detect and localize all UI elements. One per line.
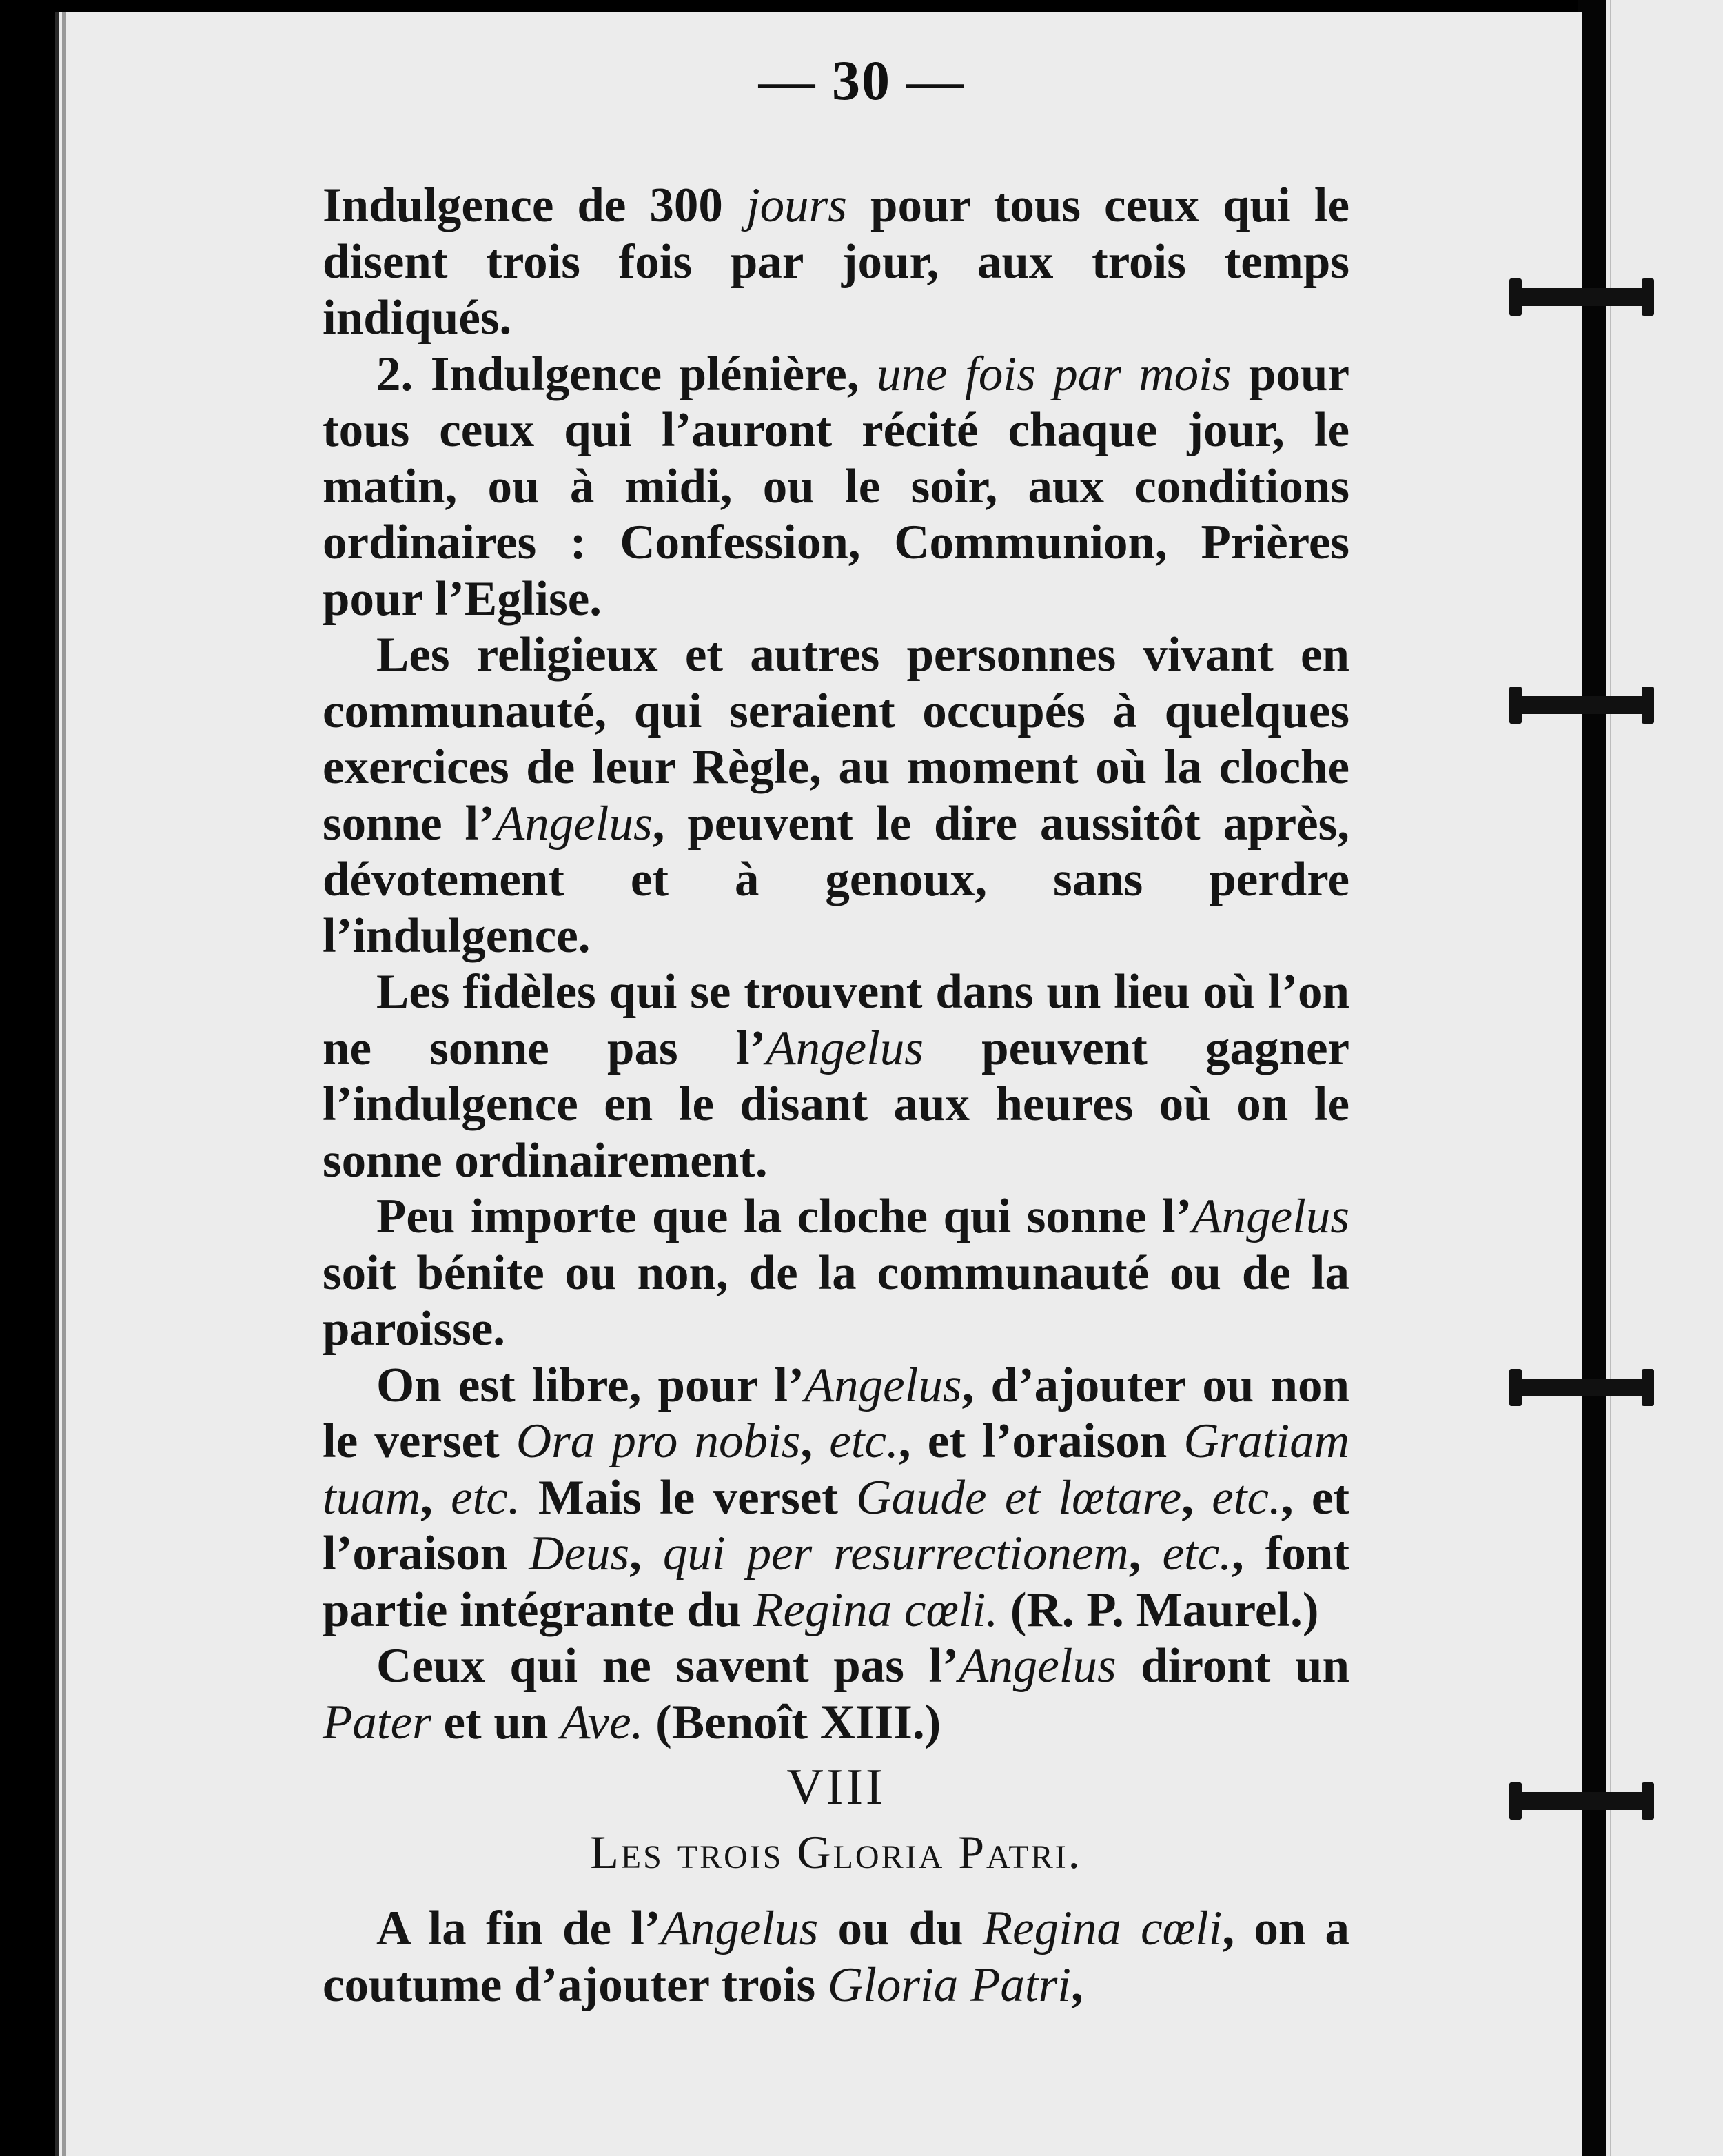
paragraph: A la fin de l’Angelus ou du Regina cœli, on a coutume d’ajouter trois Gloria Patri, (323, 1902, 1349, 2012)
paragraph: Peu importe que la cloche qui sonne l’Angelus soit bénite ou non, de la communauté ou de la paroisse. (323, 1190, 1349, 1356)
paragraph: Indulgence de 300 jours pour tous ceux qui le disent trois fois par jour, aux trois temps indiqués. (323, 179, 1350, 345)
paragraph: On est libre, pour l’Angelus, d’ajouter ou non le verset Ora pro nobis, etc., et l’oraison Gratiam tuam, etc. Mais le verset Gaude et lœtare, etc., et l’oraison Deus, qui per resurrectionem, etc., font partie intégrante du Regina cœli. (R. P. Maurel.) (323, 1358, 1350, 1637)
section-number: VIII (786, 1759, 886, 1816)
paragraph: 2. Indulgence plénière, une fois par mois pour tous ceux qui l’auront récité chaque jour, le matin, ou à midi, ou le soir, aux conditions ordinaires : Confession, Communion, Prières pour l’Eglise. (323, 347, 1350, 626)
binding-stitch (1509, 1379, 1654, 1396)
paragraph: Ceux qui ne savent pas l’Angelus diront un Pater et un Ave. (Benoît XIII.) (323, 1639, 1349, 1749)
binding-stitch (1509, 1792, 1654, 1810)
paragraph: Les religieux et autres personnes vivant en communauté, qui seraient occupés à quelques exercices de leur Règle, au moment où la cloche sonne l’Angelus, peuvent le dire aussitôt après, dévotement et à genoux, sans perdre l’indulgence. (323, 628, 1349, 963)
page-number: — 30 — (758, 49, 965, 112)
page-left-edge (62, 12, 66, 2156)
binding-stitch (1509, 288, 1654, 306)
paragraph: Les fidèles qui se trouvent dans un lieu où l’on ne sonne pas l’Angelus peuvent gagner l’indulgence en le disant aux heures où on le sonne ordinairement. (323, 965, 1349, 1188)
page-body-text (323, 178, 1349, 2013)
facing-page (1606, 0, 1723, 2156)
book-binding (1578, 0, 1606, 2156)
section-title: Les trois Gloria Patri. (590, 1826, 1082, 1878)
facing-page-edge (1610, 0, 1611, 2156)
binding-stitch (1509, 696, 1654, 714)
